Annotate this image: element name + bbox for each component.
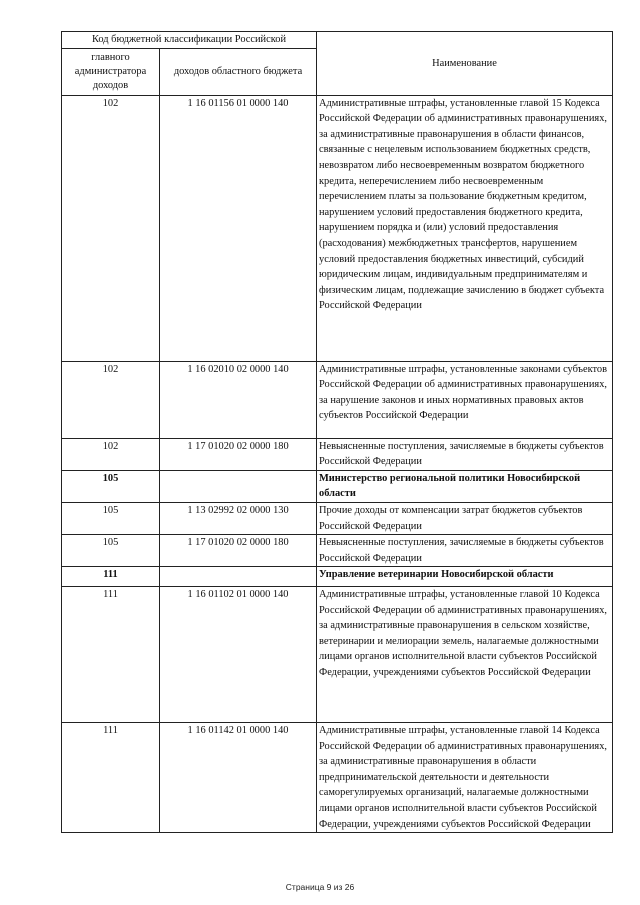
budget-classification-table bbox=[61, 31, 613, 833]
admin-code: 105 bbox=[62, 535, 160, 567]
income-code: 1 16 02010 02 0000 140 bbox=[160, 361, 317, 438]
admin-code: 102 bbox=[62, 95, 160, 361]
income-name: Невыясненные поступления, зачисляемые в бюджеты субъектов Российской Федерации bbox=[317, 438, 613, 470]
admin-code: 111 bbox=[62, 567, 160, 587]
header-row-top bbox=[62, 32, 613, 49]
section-title: Министерство региональной политики Новосибирской области bbox=[317, 470, 613, 502]
header-income-column: доходов областного бюджета bbox=[160, 48, 317, 95]
admin-code: 105 bbox=[62, 502, 160, 534]
table-row bbox=[62, 361, 613, 438]
admin-code: 111 bbox=[62, 586, 160, 722]
table-row-section bbox=[62, 567, 613, 587]
income-name: Административные штрафы, установленные законами субъектов Российской Федерации об административных правонарушениях, за нарушение законов и иных нормативных правовых актов субъектов Российской Федерации bbox=[317, 361, 613, 438]
table-row bbox=[62, 438, 613, 470]
income-code: 1 17 01020 02 0000 180 bbox=[160, 438, 317, 470]
income-code bbox=[160, 470, 317, 502]
admin-code: 102 bbox=[62, 438, 160, 470]
table-row bbox=[62, 95, 613, 361]
income-code: 1 16 01102 01 0000 140 bbox=[160, 586, 317, 722]
header-classification-group: Код бюджетной классификации Российской bbox=[62, 32, 317, 49]
income-name: Административные штрафы, установленные главой 10 Кодекса Российской Федерации об административных правонарушениях, за административные правонарушения в сельском хозяйстве, ветеринарии и мелиорации земель, налагаемые должностными лицами органов исполнительной власти субъектов Российской Федерации, учреждениями субъектов Российской Федерации bbox=[317, 586, 613, 722]
income-code bbox=[160, 567, 317, 587]
header-admin-column: главного администратора доходов bbox=[62, 48, 160, 95]
header-name-column: Наименование bbox=[317, 32, 613, 96]
admin-code: 111 bbox=[62, 722, 160, 832]
income-code: 1 16 01156 01 0000 140 bbox=[160, 95, 317, 361]
income-name: Административные штрафы, установленные главой 14 Кодекса Российской Федерации об административных правонарушениях, за административные правонарушения в области предпринимательской деятельности и деятельности саморегулируемых организаций, налагаемые должностными лицами органов исполнительной власти субъектов Российской Федерации, учреждениями субъектов Российской Федерации bbox=[317, 722, 613, 832]
table-row bbox=[62, 502, 613, 534]
table-row bbox=[62, 586, 613, 722]
income-name: Административные штрафы, установленные главой 15 Кодекса Российской Федерации об административных правонарушениях, за административные правонарушения в области финансов, связанные с нецелевым использованием бюджетных средств, невозвратом либо несвоевременным возвратом бюджетного кредита, неперечислением либо несвоевременным перечислением платы за пользование бюджетным кредитом, нарушением условий предоставления бюджетного кредита, нарушением порядка и (или) условий предоставления (расходования) межбюджетных трансфертов, нарушением условий предоставления бюджетных инвестиций, субсидий юридическим лицам, индивидуальным предпринимателям и физическим лицам, подлежащие зачислению в бюджет субъекта Российской Федерации bbox=[317, 95, 613, 361]
table-row bbox=[62, 722, 613, 832]
income-code: 1 16 01142 01 0000 140 bbox=[160, 722, 317, 832]
income-code: 1 17 01020 02 0000 180 bbox=[160, 535, 317, 567]
section-title: Управление ветеринарии Новосибирской области bbox=[317, 567, 613, 587]
income-name: Прочие доходы от компенсации затрат бюджетов субъектов Российской Федерации bbox=[317, 502, 613, 534]
income-name: Невыясненные поступления, зачисляемые в бюджеты субъектов Российской Федерации bbox=[317, 535, 613, 567]
admin-code: 102 bbox=[62, 361, 160, 438]
page-footer: Страница 9 из 26 bbox=[285, 882, 355, 892]
table-row bbox=[62, 535, 613, 567]
table-row-section bbox=[62, 470, 613, 502]
income-code: 1 13 02992 02 0000 130 bbox=[160, 502, 317, 534]
admin-code: 105 bbox=[62, 470, 160, 502]
